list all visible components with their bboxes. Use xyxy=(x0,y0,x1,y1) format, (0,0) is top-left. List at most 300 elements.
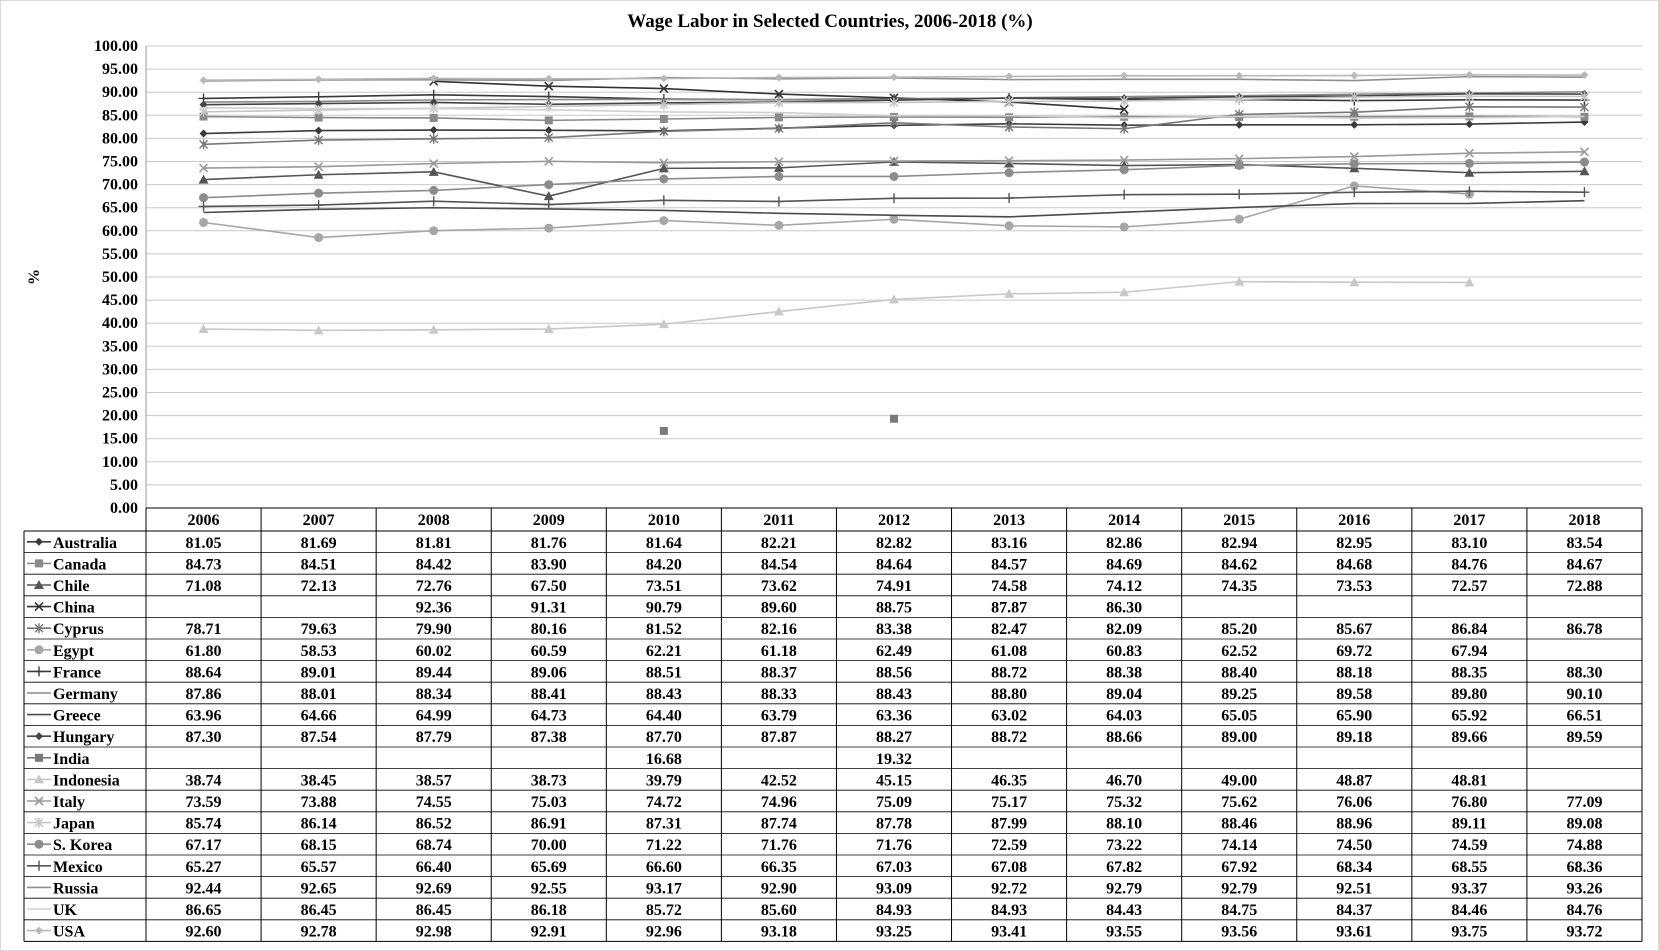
legend-entry-chile: Chile xyxy=(53,578,90,595)
x-tick-label: 2018 xyxy=(1568,512,1601,529)
x-tick-label: 2011 xyxy=(763,512,795,529)
data-label-s-korea: 74.14 xyxy=(1221,837,1258,855)
data-label-chile: 73.53 xyxy=(1336,578,1373,595)
data-label-italy: 73.59 xyxy=(185,794,222,811)
data-point-egypt xyxy=(199,218,208,227)
data-label-usa: 93.56 xyxy=(1221,923,1258,941)
data-label-russia: 92.72 xyxy=(991,880,1028,898)
data-label-s-korea: 71.76 xyxy=(760,837,797,855)
data-label-canada: 84.42 xyxy=(415,556,452,574)
data-label-china: 87.87 xyxy=(991,599,1028,617)
y-tick-label: 35.00 xyxy=(102,338,138,356)
y-tick-label: 5.00 xyxy=(110,476,138,494)
y-axis-label: % xyxy=(26,269,43,285)
data-label-germany: 90.10 xyxy=(1566,686,1603,703)
data-label-canada: 84.57 xyxy=(991,556,1028,574)
data-label-germany: 89.80 xyxy=(1451,686,1488,703)
data-label-egypt: 58.53 xyxy=(300,642,337,660)
data-label-indonesia: 38.45 xyxy=(300,772,337,790)
data-label-usa: 93.55 xyxy=(1106,923,1143,941)
data-label-canada: 83.90 xyxy=(530,556,567,574)
data-label-egypt: 61.18 xyxy=(760,642,797,660)
chart-title: Wage Labor in Selected Countries, 2006-2018 (%) xyxy=(627,11,1033,32)
data-label-chile: 72.76 xyxy=(415,578,452,595)
data-label-australia: 81.05 xyxy=(185,534,222,552)
y-tick-label: 60.00 xyxy=(102,222,138,240)
data-label-mexico: 65.27 xyxy=(185,858,222,876)
data-label-japan: 89.11 xyxy=(1451,815,1487,833)
data-label-egypt: 60.83 xyxy=(1106,642,1143,660)
data-point-s-korea xyxy=(1350,159,1359,168)
data-point-canada xyxy=(775,113,783,121)
data-label-egypt: 60.59 xyxy=(530,642,567,660)
y-tick-label: 95.00 xyxy=(102,61,138,79)
y-tick-label: 30.00 xyxy=(102,361,138,379)
data-label-mexico: 67.03 xyxy=(876,858,912,876)
data-label-australia: 81.64 xyxy=(645,534,682,552)
data-point-egypt xyxy=(544,224,553,233)
data-label-france: 88.51 xyxy=(645,664,682,682)
x-tick-label: 2012 xyxy=(878,512,910,529)
data-label-hungary: 87.54 xyxy=(300,729,337,747)
data-point-s-korea xyxy=(774,172,783,181)
data-point-egypt xyxy=(1235,215,1244,224)
data-label-usa: 93.61 xyxy=(1336,923,1373,941)
data-label-hungary: 89.66 xyxy=(1451,729,1488,747)
data-label-s-korea: 70.00 xyxy=(530,837,567,855)
data-point-s-korea xyxy=(199,193,208,202)
data-label-indonesia: 46.35 xyxy=(991,772,1028,790)
data-label-chile: 74.12 xyxy=(1106,578,1143,595)
data-label-greece: 63.96 xyxy=(185,707,222,725)
legend-entry-indonesia: Indonesia xyxy=(53,772,120,790)
x-tick-label: 2006 xyxy=(187,512,220,529)
data-label-france: 89.06 xyxy=(530,664,567,682)
data-label-germany: 89.25 xyxy=(1221,686,1258,703)
data-label-germany: 88.43 xyxy=(645,686,682,703)
legend-key-marker xyxy=(35,645,44,654)
data-label-hungary: 87.70 xyxy=(645,729,682,747)
y-tick-label: 70.00 xyxy=(102,176,138,194)
legend-entry-mexico: Mexico xyxy=(53,858,103,876)
x-tick-label: 2009 xyxy=(532,512,565,529)
data-label-australia: 82.21 xyxy=(760,534,797,552)
data-label-china: 86.30 xyxy=(1106,599,1143,617)
data-label-hungary: 88.66 xyxy=(1106,729,1143,747)
data-label-australia: 82.86 xyxy=(1106,534,1143,552)
data-label-s-korea: 68.74 xyxy=(415,837,452,855)
data-label-germany: 88.34 xyxy=(415,686,452,703)
data-label-indonesia: 38.74 xyxy=(185,772,222,790)
data-label-cyprus: 83.38 xyxy=(876,621,912,639)
data-label-uk: 86.45 xyxy=(415,902,452,919)
y-tick-label: 80.00 xyxy=(102,130,138,148)
legend-entry-germany: Germany xyxy=(53,686,118,703)
data-label-mexico: 65.69 xyxy=(530,858,567,876)
data-label-italy: 75.09 xyxy=(876,794,912,811)
data-label-egypt: 60.02 xyxy=(415,642,452,660)
data-label-germany: 88.43 xyxy=(876,686,912,703)
data-label-japan: 88.10 xyxy=(1106,815,1143,833)
data-label-indonesia: 48.81 xyxy=(1451,772,1488,790)
data-label-s-korea: 68.15 xyxy=(300,837,337,855)
data-label-hungary: 89.59 xyxy=(1566,729,1603,747)
data-label-uk: 84.93 xyxy=(876,902,912,919)
legend-entry-india: India xyxy=(53,750,90,768)
data-label-uk: 84.37 xyxy=(1336,902,1373,919)
data-label-canada: 84.51 xyxy=(300,556,337,574)
data-label-cyprus: 85.20 xyxy=(1221,621,1258,639)
data-label-chile: 74.35 xyxy=(1221,578,1258,595)
data-label-cyprus: 78.71 xyxy=(185,621,222,639)
y-tick-label: 55.00 xyxy=(102,245,138,263)
data-label-indonesia: 38.73 xyxy=(530,772,567,790)
data-label-canada: 84.20 xyxy=(645,556,682,574)
data-label-greece: 64.66 xyxy=(300,707,337,725)
legend-entry-italy: Italy xyxy=(53,794,85,811)
data-label-india: 19.32 xyxy=(876,750,912,768)
data-label-russia: 92.79 xyxy=(1221,880,1258,898)
y-tick-label: 50.00 xyxy=(102,269,138,286)
x-tick-label: 2008 xyxy=(417,512,450,529)
data-label-uk: 85.60 xyxy=(760,902,797,919)
data-label-uk: 84.93 xyxy=(991,902,1028,919)
data-label-mexico: 66.40 xyxy=(415,858,452,876)
data-label-france: 88.18 xyxy=(1336,664,1373,682)
data-label-australia: 81.69 xyxy=(300,534,337,552)
data-label-canada: 84.62 xyxy=(1221,556,1258,574)
data-label-hungary: 89.18 xyxy=(1336,729,1373,747)
data-label-chile: 73.51 xyxy=(645,578,682,595)
data-label-cyprus: 86.78 xyxy=(1566,621,1603,639)
data-label-mexico: 67.82 xyxy=(1106,858,1143,876)
data-label-japan: 87.99 xyxy=(991,815,1028,833)
data-point-s-korea xyxy=(314,189,323,198)
data-label-hungary: 87.30 xyxy=(185,729,222,747)
data-label-france: 88.72 xyxy=(991,664,1028,682)
data-label-france: 88.56 xyxy=(876,664,912,682)
data-label-france: 88.64 xyxy=(185,664,222,682)
data-label-greece: 64.40 xyxy=(645,707,682,725)
data-label-russia: 92.44 xyxy=(185,880,222,898)
data-label-indonesia: 38.57 xyxy=(415,772,452,790)
data-label-chile: 72.13 xyxy=(300,578,337,595)
data-label-greece: 64.03 xyxy=(1106,707,1143,725)
data-label-s-korea: 72.59 xyxy=(991,837,1028,855)
x-tick-label: 2014 xyxy=(1108,512,1141,529)
data-point-india xyxy=(660,427,668,435)
x-tick-label: 2007 xyxy=(302,512,335,529)
data-point-egypt xyxy=(774,221,783,230)
data-label-indonesia: 46.70 xyxy=(1106,772,1143,790)
data-label-s-korea: 73.22 xyxy=(1106,837,1143,855)
data-label-usa: 92.78 xyxy=(300,923,337,941)
data-point-canada xyxy=(1120,113,1128,121)
data-label-greece: 65.90 xyxy=(1336,707,1373,725)
data-label-chile: 67.50 xyxy=(530,578,567,595)
data-point-s-korea xyxy=(1580,158,1589,167)
legend-entry-egypt: Egypt xyxy=(53,642,94,660)
data-label-hungary: 87.79 xyxy=(415,729,452,747)
data-label-hungary: 89.00 xyxy=(1221,729,1258,747)
data-label-greece: 65.92 xyxy=(1451,707,1488,725)
data-label-russia: 93.37 xyxy=(1451,880,1488,898)
data-label-mexico: 67.08 xyxy=(991,858,1028,876)
data-label-egypt: 67.94 xyxy=(1451,642,1488,660)
x-tick-label: 2017 xyxy=(1453,512,1486,529)
data-point-canada xyxy=(545,116,553,124)
data-point-s-korea xyxy=(1235,161,1244,170)
data-label-italy: 74.72 xyxy=(645,794,682,811)
legend-entry-s-korea: S. Korea xyxy=(53,837,113,855)
data-label-uk: 84.43 xyxy=(1106,902,1143,919)
data-label-hungary: 88.27 xyxy=(876,729,912,747)
data-label-japan: 86.52 xyxy=(415,815,452,833)
data-label-s-korea: 74.59 xyxy=(1451,837,1488,855)
data-label-usa: 93.41 xyxy=(991,923,1028,941)
data-label-uk: 86.45 xyxy=(300,902,337,919)
data-label-greece: 63.36 xyxy=(876,707,912,725)
y-tick-label: 90.00 xyxy=(102,84,138,102)
data-label-cyprus: 79.63 xyxy=(300,621,337,639)
x-tick-label: 2015 xyxy=(1223,512,1256,529)
y-tick-label: 25.00 xyxy=(102,384,138,402)
data-label-s-korea: 71.22 xyxy=(645,837,682,855)
data-label-italy: 75.32 xyxy=(1106,794,1143,811)
data-label-hungary: 87.87 xyxy=(760,729,797,747)
x-tick-label: 2016 xyxy=(1338,512,1371,529)
data-point-canada xyxy=(1005,113,1013,121)
data-label-russia: 92.55 xyxy=(530,880,567,898)
data-point-egypt xyxy=(1005,221,1014,230)
data-label-uk: 86.18 xyxy=(530,902,567,919)
data-label-france: 88.30 xyxy=(1566,664,1603,682)
data-label-mexico: 66.60 xyxy=(645,858,682,876)
data-point-egypt xyxy=(429,226,438,235)
data-label-usa: 93.18 xyxy=(760,923,797,941)
data-label-russia: 92.51 xyxy=(1336,880,1373,898)
data-point-s-korea xyxy=(1005,168,1014,177)
data-point-egypt xyxy=(1120,222,1129,231)
data-label-canada: 84.69 xyxy=(1106,556,1143,574)
data-label-egypt: 61.80 xyxy=(185,642,222,660)
data-label-germany: 89.58 xyxy=(1336,686,1373,703)
data-label-indonesia: 49.00 xyxy=(1221,772,1258,790)
data-label-france: 88.35 xyxy=(1451,664,1488,682)
data-label-italy: 76.80 xyxy=(1451,794,1488,811)
data-label-greece: 66.51 xyxy=(1566,707,1603,725)
data-label-russia: 93.26 xyxy=(1566,880,1603,898)
data-label-greece: 64.73 xyxy=(530,707,567,725)
data-label-australia: 83.10 xyxy=(1451,534,1488,552)
legend-entry-greece: Greece xyxy=(53,707,101,725)
data-label-cyprus: 79.90 xyxy=(415,621,452,639)
data-label-australia: 81.81 xyxy=(415,534,452,552)
legend-key-marker xyxy=(35,754,43,762)
data-label-hungary: 88.72 xyxy=(991,729,1028,747)
data-label-usa: 93.75 xyxy=(1451,923,1488,941)
y-tick-label: 75.00 xyxy=(102,153,138,171)
data-label-australia: 82.82 xyxy=(876,534,912,552)
data-label-canada: 84.64 xyxy=(876,556,912,574)
data-label-hungary: 87.38 xyxy=(530,729,567,747)
data-label-mexico: 65.57 xyxy=(300,858,337,876)
data-label-germany: 88.41 xyxy=(530,686,567,703)
data-label-egypt: 61.08 xyxy=(991,642,1028,660)
data-label-france: 89.01 xyxy=(300,664,337,682)
data-label-mexico: 68.55 xyxy=(1451,858,1488,876)
data-label-canada: 84.67 xyxy=(1566,556,1603,574)
data-label-australia: 81.76 xyxy=(530,534,567,552)
data-label-indonesia: 42.52 xyxy=(760,772,797,790)
legend-entry-japan: Japan xyxy=(53,815,95,833)
data-label-australia: 82.94 xyxy=(1221,534,1258,552)
data-point-india xyxy=(890,415,898,423)
data-label-s-korea: 74.88 xyxy=(1566,837,1603,855)
data-label-mexico: 68.34 xyxy=(1336,858,1373,876)
data-label-cyprus: 82.16 xyxy=(760,621,797,639)
data-label-japan: 89.08 xyxy=(1566,815,1603,833)
y-tick-label: 10.00 xyxy=(102,453,138,471)
data-label-russia: 93.17 xyxy=(645,880,682,898)
data-label-italy: 74.55 xyxy=(415,794,452,811)
data-label-japan: 87.31 xyxy=(645,815,682,833)
y-tick-label: 40.00 xyxy=(102,315,138,333)
data-label-russia: 92.65 xyxy=(300,880,337,898)
y-tick-label: 0.00 xyxy=(110,500,138,517)
legend-entry-hungary: Hungary xyxy=(53,729,115,747)
data-label-france: 88.37 xyxy=(760,664,797,682)
data-label-indonesia: 39.79 xyxy=(645,772,682,790)
data-label-cyprus: 82.09 xyxy=(1106,621,1143,639)
data-label-italy: 76.06 xyxy=(1336,794,1373,811)
legend-entry-china: China xyxy=(53,599,95,617)
data-label-egypt: 62.52 xyxy=(1221,642,1258,660)
data-point-canada xyxy=(1465,112,1473,120)
legend-key-marker xyxy=(35,840,44,849)
data-label-japan: 88.96 xyxy=(1336,815,1373,833)
legend-entry-australia: Australia xyxy=(53,534,117,552)
data-label-australia: 83.54 xyxy=(1566,534,1603,552)
data-label-egypt: 69.72 xyxy=(1336,642,1373,660)
data-label-s-korea: 74.50 xyxy=(1336,837,1373,855)
x-tick-label: 2013 xyxy=(993,512,1026,529)
data-label-france: 89.44 xyxy=(415,664,452,682)
data-label-chile: 74.91 xyxy=(876,578,912,595)
data-point-egypt xyxy=(659,216,668,225)
data-label-chile: 72.88 xyxy=(1566,578,1603,595)
legend-entry-usa: USA xyxy=(53,923,86,941)
data-label-canada: 84.76 xyxy=(1451,556,1488,574)
data-label-cyprus: 81.52 xyxy=(645,621,682,639)
data-label-russia: 93.09 xyxy=(876,880,912,898)
data-label-cyprus: 85.67 xyxy=(1336,621,1373,639)
data-label-japan: 86.91 xyxy=(530,815,567,833)
y-tick-label: 85.00 xyxy=(102,107,138,125)
data-label-greece: 63.02 xyxy=(991,707,1028,725)
data-point-s-korea xyxy=(659,174,668,183)
data-label-italy: 75.17 xyxy=(991,794,1028,811)
data-label-cyprus: 80.16 xyxy=(530,621,567,639)
data-label-italy: 74.96 xyxy=(760,794,797,811)
data-label-uk: 86.65 xyxy=(185,902,222,919)
data-label-indonesia: 45.15 xyxy=(876,772,912,790)
data-label-usa: 93.72 xyxy=(1566,923,1603,941)
data-label-usa: 93.25 xyxy=(876,923,912,941)
data-label-france: 88.40 xyxy=(1221,664,1258,682)
data-point-s-korea xyxy=(1120,165,1129,174)
data-label-russia: 92.79 xyxy=(1106,880,1143,898)
y-tick-label: 65.00 xyxy=(102,199,138,217)
data-point-egypt xyxy=(314,233,323,242)
data-label-s-korea: 71.76 xyxy=(876,837,912,855)
data-label-japan: 86.14 xyxy=(300,815,337,833)
data-point-s-korea xyxy=(429,186,438,195)
x-tick-label: 2010 xyxy=(647,512,680,529)
data-label-uk: 84.76 xyxy=(1566,902,1603,919)
data-label-japan: 87.78 xyxy=(876,815,912,833)
data-label-australia: 82.95 xyxy=(1336,534,1373,552)
data-label-egypt: 62.49 xyxy=(876,642,912,660)
data-label-china: 91.31 xyxy=(530,599,567,617)
data-label-canada: 84.68 xyxy=(1336,556,1373,574)
legend-entry-france: France xyxy=(53,664,101,682)
data-label-usa: 92.91 xyxy=(530,923,567,941)
data-label-chile: 72.57 xyxy=(1451,578,1488,595)
data-label-uk: 85.72 xyxy=(645,902,682,919)
data-label-chile: 73.62 xyxy=(760,578,797,595)
y-tick-label: 20.00 xyxy=(102,407,138,425)
data-label-russia: 92.69 xyxy=(415,880,452,898)
data-label-italy: 75.03 xyxy=(530,794,567,811)
data-label-canada: 84.54 xyxy=(760,556,797,574)
data-label-greece: 63.79 xyxy=(760,707,797,725)
y-tick-label: 15.00 xyxy=(102,430,138,448)
data-label-mexico: 66.35 xyxy=(760,858,797,876)
data-label-italy: 75.62 xyxy=(1221,794,1258,811)
data-label-japan: 87.74 xyxy=(760,815,797,833)
legend-key-marker xyxy=(35,559,43,567)
data-label-china: 90.79 xyxy=(645,599,682,617)
data-label-cyprus: 82.47 xyxy=(991,621,1028,639)
data-label-cyprus: 86.84 xyxy=(1451,621,1488,639)
data-label-germany: 88.80 xyxy=(991,686,1028,703)
data-label-greece: 64.99 xyxy=(415,707,452,725)
legend-entry-russia: Russia xyxy=(53,880,99,898)
data-label-uk: 84.46 xyxy=(1451,902,1488,919)
data-point-s-korea xyxy=(1465,159,1474,168)
data-label-indonesia: 48.87 xyxy=(1336,772,1373,790)
data-label-china: 92.36 xyxy=(415,599,452,617)
data-label-chile: 71.08 xyxy=(185,578,222,595)
data-label-china: 89.60 xyxy=(760,599,797,617)
y-tick-label: 45.00 xyxy=(102,292,138,310)
data-label-italy: 73.88 xyxy=(300,794,337,811)
legend-entry-cyprus: Cyprus xyxy=(53,621,104,639)
data-label-germany: 89.04 xyxy=(1106,686,1143,703)
data-label-canada: 84.73 xyxy=(185,556,222,574)
data-label-germany: 87.86 xyxy=(185,686,222,703)
data-label-chile: 74.58 xyxy=(991,578,1028,595)
data-label-india: 16.68 xyxy=(645,750,682,768)
data-label-china: 88.75 xyxy=(876,599,912,617)
data-label-greece: 65.05 xyxy=(1221,707,1258,725)
data-label-germany: 88.01 xyxy=(300,686,337,703)
data-label-uk: 84.75 xyxy=(1221,902,1258,919)
data-label-egypt: 62.21 xyxy=(645,642,682,660)
data-label-france: 88.38 xyxy=(1106,664,1143,682)
data-label-japan: 85.74 xyxy=(185,815,222,833)
